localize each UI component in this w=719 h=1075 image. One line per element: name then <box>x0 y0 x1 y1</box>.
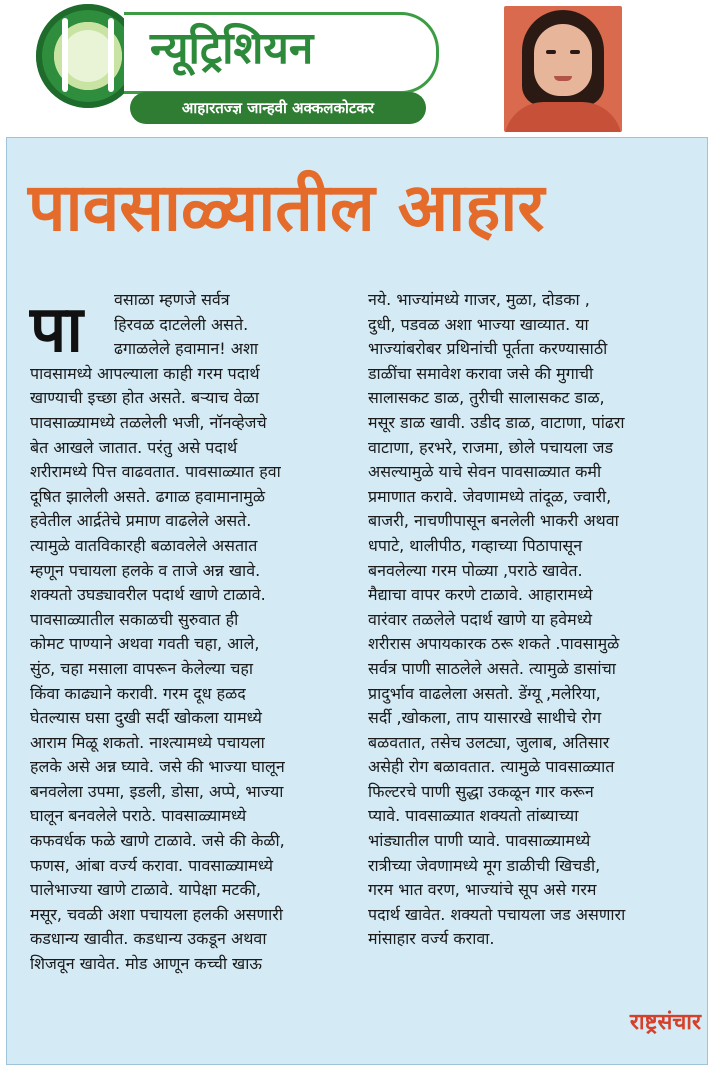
article-line: घेतल्यास घसा दुखी सर्दी खोकला यामध्ये <box>30 708 262 728</box>
article-line: कडधान्य खावीत. कडधान्य उकडून अथवा <box>30 929 267 949</box>
article-line: म्हणून पचायला हलके व ताजे अन्न खावे. <box>30 560 261 580</box>
article-line: वसाळा म्हणजे सर्वत्र <box>114 290 230 309</box>
article-line: पावसाळ्यातील सकाळची सुरुवात ही <box>30 609 239 629</box>
article-line: नये. भाज्यांमध्ये गाजर, मुळा, दोडका , <box>368 290 590 309</box>
article-line: शरीरामध्ये पित्त वाढवतात. पावसाळ्यात हवा <box>30 462 281 482</box>
column-name: न्यूट्रिशियन <box>150 23 314 74</box>
article-line: सर्वत्र पाणी साठलेले असते. त्यामुळे डासांचा <box>368 658 616 678</box>
article-column-2 <box>368 288 690 1028</box>
article-line: प्यावे. पावसाळ्यात शक्यतो तांब्याच्या <box>368 806 579 826</box>
article-line: वाटाणा, हरभरे, राजमा, छोले पचायला जड <box>368 437 614 457</box>
article-line: हिरवळ दाटलेली असते. <box>114 314 249 334</box>
article-line: शक्यतो उघड्यावरील पदार्थ खाणे टाळावे. <box>30 585 266 605</box>
article-line: बनवलेल्या गरम पोळ्या ,पराठे खावेत. <box>368 560 583 580</box>
article-line: रात्रीच्या जेवणामध्ये मूग डाळीची खिचडी, <box>368 855 601 875</box>
article-line: मैद्याचा वापर करणे टाळावे. आहारामध्ये <box>368 585 593 605</box>
article-line: वारंवार तळलेले पदार्थ खाणे या हवेमध्ये <box>368 609 593 629</box>
article-line: असल्यामुळे याचे सेवन पावसाळ्यात कमी <box>368 462 602 482</box>
article-line: शिजवून खावेत. मोड आणून कच्ची खाऊ <box>30 954 262 974</box>
article-line: धपाटे, थालीपीठ, गव्हाच्या पिठापासून <box>368 535 583 555</box>
article-line: पावसामध्ये आपल्याला काही गरम पदार्थ <box>30 363 260 383</box>
article-line: ढगाळलेले हवामान! अशा <box>114 339 258 359</box>
article-line: किंवा काढ्याने करावी. गरम दूध हळद <box>30 683 246 703</box>
article-line: पदार्थ खावेत. शक्यतो पचायला जड असणारा <box>368 904 626 924</box>
article-line: प्रादुर्भाव वाढलेला असतो. डेंग्यू ,मलेरिया, <box>368 683 601 703</box>
article-column-1 <box>30 288 352 1028</box>
article-line: असेही रोग बळावतात. त्यामुळे पावसाळ्यात <box>368 757 615 777</box>
article-line: भांड्यातील पाणी प्यावे. पावसाळ्यामध्ये <box>368 831 591 851</box>
article-line: बेत आखले जातात. परंतु असे पदार्थ <box>30 437 238 457</box>
author-byline: आहारतज्ज्ञ जान्हवी अक्कलकोटकर <box>130 92 426 124</box>
article-line: कफवर्धक फळे खाणे टाळावे. जसे की केळी, <box>30 831 285 851</box>
article-line: बळवतात, तसेच उलट्या, जुलाब, अतिसार <box>368 732 610 752</box>
article-line: खाण्याची इच्छा होत असते. बऱ्याच वेळा <box>30 388 259 408</box>
article-line: मसूर, चवळी अशा पचायला हलकी असणारी <box>30 904 283 924</box>
article-line: प्रमाणात करावे. जेवणामध्ये तांदूळ, ज्वारी, <box>368 486 612 506</box>
article-line: हलके असे अन्न घ्यावे. जसे की भाज्या घालून <box>30 757 285 777</box>
article-line: हवेतील आर्द्रतेचे प्रमाण वाढलेले असते. <box>30 511 252 531</box>
article-line: आराम मिळू शकतो. नाश्त्यामध्ये पचायला <box>30 732 265 752</box>
author-photo <box>504 6 622 132</box>
article-line: बनवलेला उपमा, इडली, डोसा, अप्पे, भाज्या <box>30 781 284 801</box>
article-line: पालेभाज्या खाणे टाळावे. यापेक्षा मटकी, <box>30 880 261 900</box>
article-line: सर्दी ,खोकला, ताप यासारखे साथीचे रोग <box>368 708 602 728</box>
article-line: डाळींचा समावेश करावा जसे की मुगाची <box>368 363 594 383</box>
article-line: दुधी, पडवळ अशा भाज्या खाव्यात. या <box>368 314 589 334</box>
article-line: सुंठ, चहा मसाला वापरून केलेल्या चहा <box>30 658 254 678</box>
article-line: गरम भात वरण, भाज्यांचे सूप असे गरम <box>368 880 597 900</box>
article-line: मांसाहार वर्ज्य करावा. <box>368 929 495 949</box>
article-line: भाज्यांबरोबर प्रथिनांची पूर्तता करण्यासाठी <box>368 339 608 359</box>
article-line: फणस, आंबा वर्ज्य करावा. पावसाळ्यामध्ये <box>30 855 274 875</box>
article-line: शरीरास अपायकारक ठरू शकते .पावसामुळे <box>368 634 620 654</box>
publication-signature: राष्ट्रसंचार <box>629 1010 701 1035</box>
article-headline: पावसाळ्यातील आहार <box>28 169 545 246</box>
knife-icon <box>108 18 114 92</box>
drop-cap: पा <box>30 293 83 367</box>
article-line: पावसाळ्यामध्ये तळलेली भजी, नॉनव्हेजचे <box>30 412 267 432</box>
article-line: घालून बनवलेले पराठे. पावसाळ्यामध्ये <box>30 806 247 826</box>
article-line: सालासकट डाळ, तुरीची सालासकट डाळ, <box>368 388 605 408</box>
article-line: फिल्टरचे पाणी सुद्धा उकळून गार करून <box>368 781 594 801</box>
article-line: त्यामुळे वातविकारही बळावलेले असतात <box>30 535 258 555</box>
article-line: मसूर डाळ खावी. उडीद डाळ, वाटाणा, पांढरा <box>368 412 625 432</box>
article-line: बाजरी, नाचणीपासून बनलेली भाकरी अथवा <box>368 511 619 531</box>
article-line: दूषित झालेली असते. ढगाळ हवामानामुळे <box>30 486 265 506</box>
fork-icon <box>62 18 68 92</box>
article-line: कोमट पाण्याने अथवा गवती चहा, आले, <box>30 634 260 654</box>
